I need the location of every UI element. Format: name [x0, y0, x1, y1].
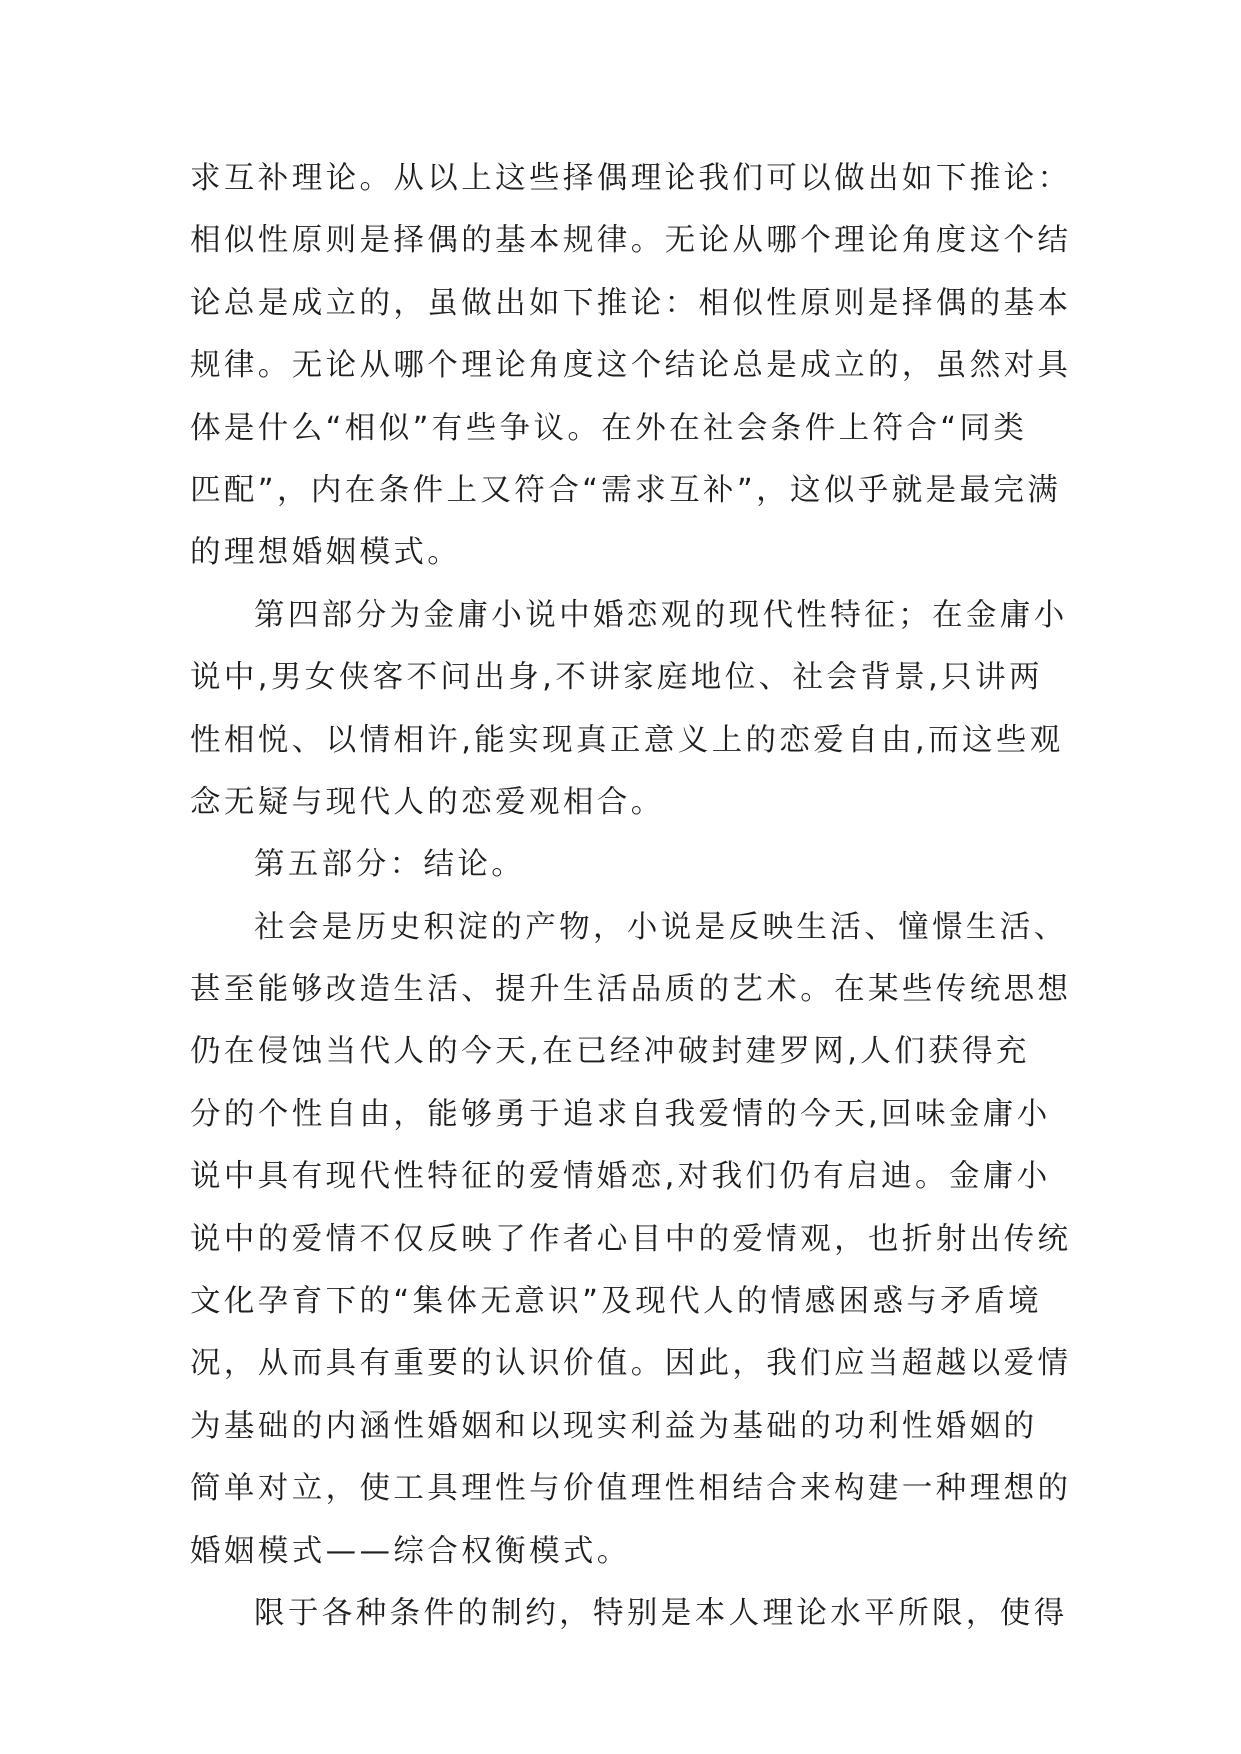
text-line: 论总是成立的，虽做出如下推论：相似性原则是择偶的基本	[190, 285, 1072, 321]
text-line: 性相悦、以情相许,能实现真正意义上的恋爱自由,而这些观	[190, 722, 1064, 758]
text-line: 规律。无论从哪个理论角度这个结论总是成立的，虽然对具	[190, 348, 1072, 384]
text-line: 说中的爱情不仅反映了作者心目中的爱情观，也折射出传统	[190, 1221, 1072, 1257]
paragraph-first-line: 第四部分为金庸小说中婚恋观的现代性特征；在金庸小	[254, 597, 1068, 633]
text-line: 的理想婚姻模式。	[190, 535, 462, 571]
section-heading-line: 第五部分：结论。	[254, 847, 526, 883]
text-line: 简单对立，使工具理性与价值理性相结合来构建一种理想的	[190, 1471, 1072, 1507]
text-line: 为基础的内涵性婚姻和以现实利益为基础的功利性婚姻的	[190, 1408, 1038, 1444]
text-line: 念无疑与现代人的恋爱观相合。	[190, 784, 665, 820]
text-line: 分的个性自由，能够勇于追求自我爱情的今天,回味金庸小	[190, 1096, 1051, 1132]
text-line: 婚姻模式——综合权衡模式。	[190, 1533, 631, 1569]
text-line: 求互补理论。从以上这些择偶理论我们可以做出如下推论：	[190, 161, 1072, 196]
text-line: 文化孕育下的“集体无意识”及现代人的情感困惑与矛盾境	[190, 1284, 1043, 1320]
text-line: 仍在侵蚀当代人的今天,在已经冲破封建罗网,人们获得充	[190, 1034, 1030, 1070]
text-line: 相似性原则是择偶的基本规律。无论从哪个理论角度这个结	[190, 223, 1072, 259]
text-line: 况，从而具有重要的认识价值。因此，我们应当超越以爱情	[190, 1346, 1072, 1382]
text-line: 说中具有现代性特征的爱情婚恋,对我们仍有启迪。金庸小	[190, 1159, 1051, 1195]
text-line: 说中,男女侠客不问出身,不讲家庭地位、社会背景,只讲两	[190, 660, 1043, 696]
text-line: 体是什么“相似”有些争议。在外在社会条件上符合“同类	[190, 410, 1028, 446]
text-line: 甚至能够改造生活、提升生活品质的艺术。在某些传统思想	[190, 972, 1072, 1008]
paragraph-first-line: 限于各种条件的制约，特别是本人理论水平所限，使得	[254, 1595, 1068, 1631]
paragraph-first-line: 社会是历史积淀的产物，小说是反映生活、憧憬生活、	[254, 909, 1068, 945]
text-line: 匹配”，内在条件上又符合“需求互补”，这似乎就是最完满	[190, 472, 1062, 508]
document-body	[190, 148, 1072, 1645]
